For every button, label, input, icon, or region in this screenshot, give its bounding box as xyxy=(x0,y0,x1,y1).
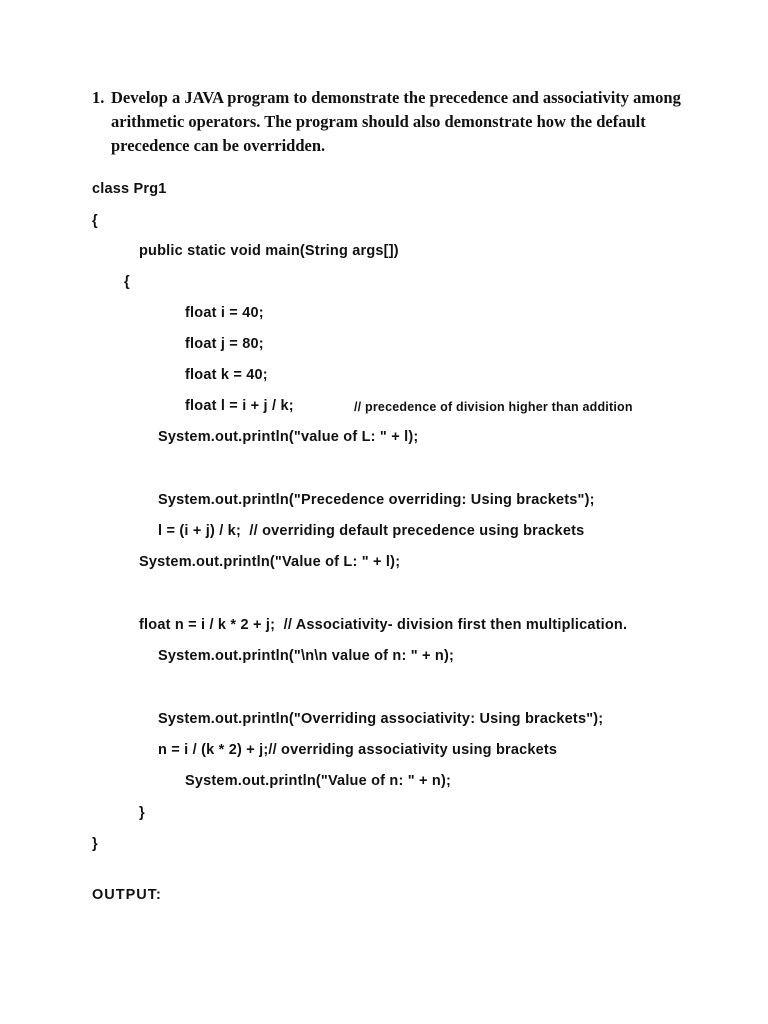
code-line-print-n2: System.out.println("Value of n: " + n); xyxy=(185,773,452,789)
code-line-print-precedence-override: System.out.println("Precedence overriding: Using brackets"); xyxy=(158,492,595,508)
question-heading xyxy=(92,86,712,158)
class-open-brace: { xyxy=(92,213,98,229)
code-line-print-n1: System.out.println("\n\n value of n: " + n); xyxy=(158,648,455,664)
code-line-print-associativity-override: System.out.println("Overriding associativity: Using brackets"); xyxy=(158,711,604,727)
code-line-print-l2: System.out.println("Value of L: " + l); xyxy=(139,554,401,570)
class-close-brace: } xyxy=(92,836,98,852)
class-declaration: class Prg1 xyxy=(92,181,167,197)
code-line-decl-i: float i = 40; xyxy=(185,305,264,321)
main-close-brace: } xyxy=(139,805,145,821)
question-text: Develop a JAVA program to demonstrate the precedence and associativity among arithmetic operators. The program should also demonstrate how the default precedence can be overridden. xyxy=(111,88,681,155)
main-open-brace: { xyxy=(124,274,130,290)
output-label: OUTPUT: xyxy=(92,887,162,903)
code-line-print-l1: System.out.println("value of L: " + l); xyxy=(158,429,419,445)
code-line-decl-j: float j = 80; xyxy=(185,336,264,352)
main-method-declaration: public static void main(String args[]) xyxy=(139,243,399,259)
code-line-assign-l-brackets: l = (i + j) / k; // overriding default precedence using brackets xyxy=(158,523,585,539)
question-number: 1. xyxy=(92,88,105,107)
code-line-decl-l: float l = i + j / k; xyxy=(185,398,294,414)
code-line-decl-k: float k = 40; xyxy=(185,367,268,383)
comment-precedence: // precedence of division higher than addition xyxy=(354,400,633,414)
code-line-assign-n-brackets: n = i / (k * 2) + j;// overriding associativity using brackets xyxy=(158,742,558,758)
code-line-decl-n: float n = i / k * 2 + j; // Associativity- division first then multiplication. xyxy=(139,617,628,633)
